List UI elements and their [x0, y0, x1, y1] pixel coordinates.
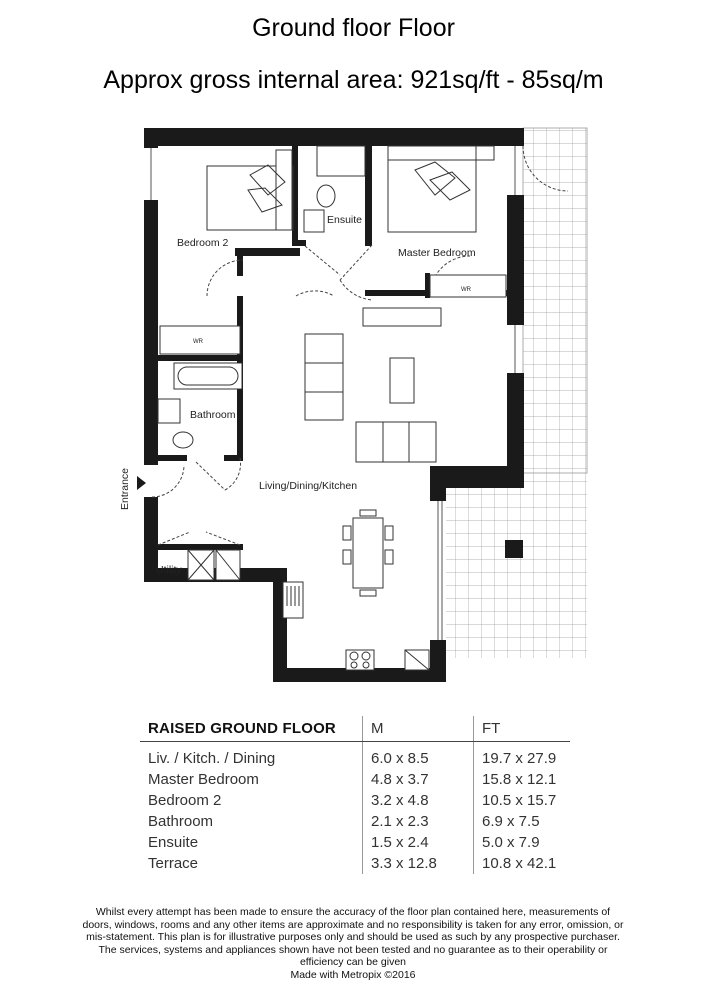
header-feet: FT [474, 716, 571, 742]
row-feet: 15.8 x 12.1 [474, 769, 571, 790]
label-bedroom-2: Bedroom 2 [177, 237, 229, 249]
label-master-bedroom: Master Bedroom [398, 247, 476, 259]
area-subtitle: Approx gross internal area: 921sq/ft - 85sq/m [103, 66, 604, 94]
kitchen-units [283, 582, 429, 670]
row-feet: 10.5 x 15.7 [474, 790, 571, 811]
floor-plan [0, 120, 707, 690]
header-room: RAISED GROUND FLOOR [140, 716, 363, 742]
page-title: Ground floor Floor [252, 14, 455, 42]
row-room: Liv. / Kitch. / Dining [148, 750, 276, 767]
bed-master [388, 146, 506, 297]
row-feet: 10.8 x 42.1 [474, 853, 571, 874]
header-metres: M [363, 716, 474, 742]
row-room: Bathroom [148, 813, 214, 830]
row-room: Terrace [148, 855, 199, 872]
label-ensuite: Ensuite [327, 214, 363, 226]
disclaimer-text: Whilst every attempt has been made to ensure the accuracy of the floor plan contained here, measurements of doors, windows, rooms and any other items are approximate and no responsibility is taken for any error, omission, or mis-statement. This plan is for illustrative purposes only and should be used as such by any prospective purchaser. The services, systems and appliances shown have not been tested and no guarantee as to their operability or efficiency can be given [82, 906, 624, 968]
dining-table [343, 510, 393, 596]
label-wr-bedroom-2: WR [193, 339, 203, 345]
table-header-row [140, 716, 570, 742]
row-room: Master Bedroom [148, 771, 259, 788]
disclaimer [80, 906, 626, 981]
row-metres: 3.3 x 12.8 [363, 853, 474, 874]
label-living-dining-kitchen: Living/Dining/Kitchen [259, 480, 358, 492]
terrace-column [505, 540, 523, 558]
row-metres: 4.8 x 3.7 [363, 769, 474, 790]
utility-fixtures [188, 550, 240, 580]
row-metres: 6.0 x 8.5 [363, 742, 474, 770]
row-feet: 19.7 x 27.9 [474, 742, 571, 770]
entrance-arrow-icon [137, 476, 146, 490]
row-metres: 2.1 x 2.3 [363, 811, 474, 832]
label-entrance: Entrance [119, 467, 131, 510]
row-metres: 3.2 x 4.8 [363, 790, 474, 811]
row-metres: 1.5 x 2.4 [363, 832, 474, 853]
row-room: Bedroom 2 [148, 792, 222, 809]
living-furniture [305, 308, 441, 462]
row-feet: 5.0 x 7.9 [474, 832, 571, 853]
label-utility: Utility [156, 564, 182, 576]
row-room: Ensuite [148, 834, 199, 851]
row-feet: 6.9 x 7.5 [474, 811, 571, 832]
bathroom-fixtures [158, 363, 242, 448]
disclaimer-credit: Made with Metropix ©2016 [290, 968, 416, 981]
room-dimensions-table [140, 716, 570, 874]
label-wr-master: WR [461, 287, 471, 293]
label-bathroom: Bathroom [190, 409, 236, 421]
